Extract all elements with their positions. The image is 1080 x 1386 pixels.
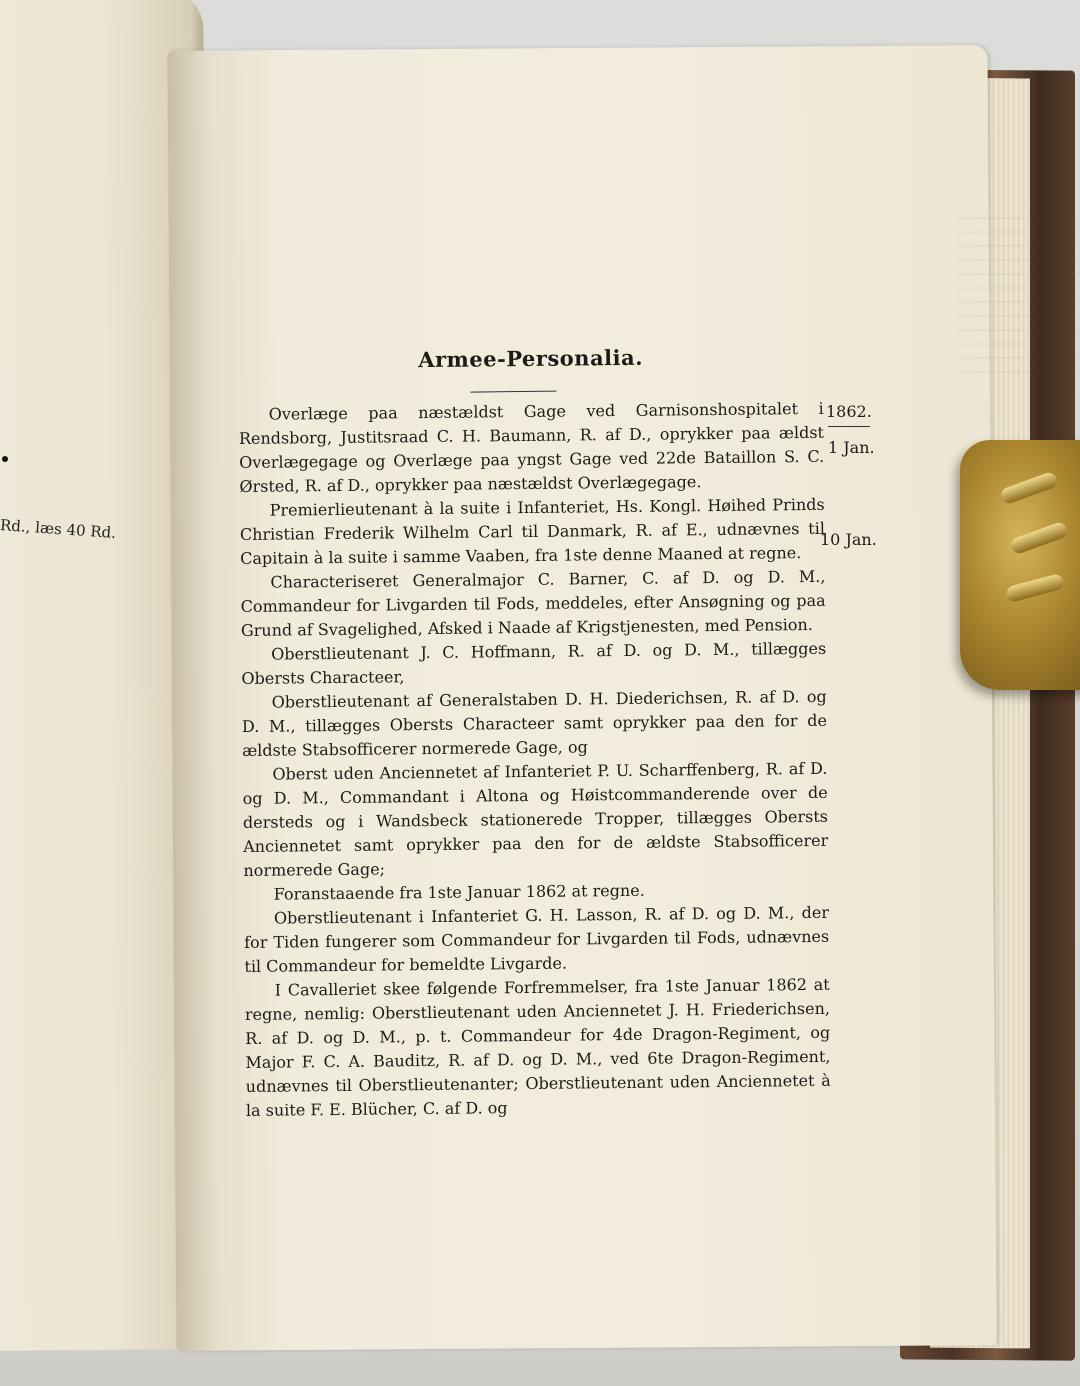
entry-paragraph: Overlæge paa næstældst Gage ved Garnisonshospitalet i Rendsborg, Justitsraad C. H. Baumann, R. af D., oprykker paa ældst Overlægegage og Overlæge paa yngst Gage ved 22de Bataillon S. C. Ørsted, R. af D., oprykker paa næstældst Overlægegage. [238,398,825,496]
brass-book-weight [960,440,1080,690]
weight-ridge [1005,573,1065,603]
entry-paragraph: Premierlieutenant à la suite i Infanteriet, Hs. Kongl. Høihed Prinds Christian Frederik Wilhelm Carl til Danmark, R. af E., udnævnes til Capitain à la suite i samme Vaaben, fra 1ste denne Maaned at regne. [239,494,825,568]
entry-paragraph: Oberst uden Anciennetet af Infanteriet P. U. Scharffenberg, R. af D. og D. M., Commandant i Altona og Høistcommanderende over de dersteds og i Wandsbeck stationerede Tropper, tillægges Obersts Anciennetet samt oprykker paa den for de ældste Stabsofficerer normerede Gage; [242,758,829,880]
entry-paragraph: Oberstlieutenant i Infanteriet G. H. Lasson, R. af D. og D. M., der for Tiden fungerer som Commandeur for Livgarden til Fods, udnævnes til Commandeur for bemeldte Livgarde. [244,902,830,976]
entry-paragraph: Oberstlieutenant af Generalstaben D. H. Diederichsen, R. af D. og D. M., tillægges Obersts Characteer samt oprykker paa den for de ældste Stabsofficerer normerede Gage, og [241,686,828,760]
margin-date: 1 Jan. [828,438,875,457]
entry-paragraph: I Cavalleriet skee følgende Forfremmelser, fra 1ste Januar 1862 at regne, nemlig: Oberstlieutenant uden Anciennetet J. H. Friederichsen, R. af D. og D. M., p. t. Commandeur for 4de Dragon-Regiment, og Major F. C. A. Bauditz, R. af D. og D. M., ved 6te Dragon-Regiment, udnævnes til Oberstlieutenanter; Oberstlieutenant uden Anciennetet à la suite F. E. Blücher, C. af D. og [244,974,831,1120]
page-title: Armee-Personalia. [418,344,644,373]
page-content [238,344,831,1123]
margin-date: 10 Jan. [820,530,877,549]
left-page-bullet [2,456,8,462]
margin-year: 1862. [826,402,872,421]
title-rule [470,391,556,393]
entry-paragraph: Oberstlieutenant J. C. Hoffmann, R. af D. og D. M., tillægges Obersts Characteer, [241,638,827,688]
show-through-text [959,204,1080,385]
weight-ridge [1009,521,1069,556]
entry-paragraph: Characteriseret Generalmajor C. Barner, C. af D. og D. M., Commandeur for Livgarden til Fods, meddeles, efter Ansøgning og paa Grund af Svagelighed, Afsked i Naade af Krigstjenesten, med Pension. [240,566,826,640]
year-rule [828,426,870,427]
left-page-fragment: Rd., læs 40 Rd. [0,515,117,543]
entry-paragraph: Foranstaaende fra 1ste Januar 1862 at regne. [273,880,645,904]
weight-ridge [999,471,1059,506]
